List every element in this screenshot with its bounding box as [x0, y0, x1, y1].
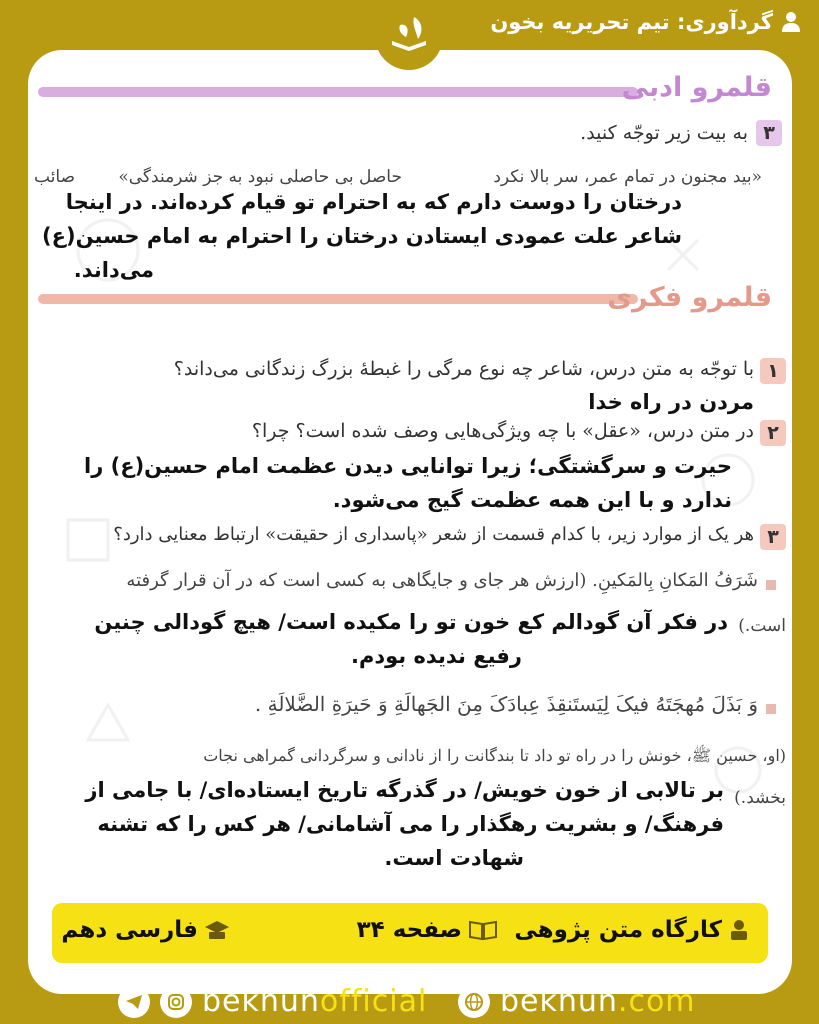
handle-suffix: official: [319, 984, 428, 1019]
footer-workshop-text: کارگاه متن پژوهی: [514, 917, 722, 943]
intellectual-a1: مردن در راه خدا: [588, 390, 754, 414]
literary-answer-line-2: شاعر علت عمودی ایستادن درختان را احترام به امام حسین(ع): [42, 224, 682, 248]
literary-question-badge: ۳: [756, 120, 782, 146]
footer-page: [357, 917, 498, 943]
book-icon: [468, 919, 498, 941]
item-2-answer-line-3: شهادت است.: [384, 846, 524, 870]
item-1-answer-line-1: در فکر آن گودالم کع خون تو را مکیده است/ هیچ گودالی چنین: [94, 610, 728, 634]
item-1-bullet: [766, 580, 776, 590]
site-suffix: .com: [617, 984, 696, 1019]
item-1-answer-line-2: رفیع ندیده بودم.: [350, 644, 522, 668]
item-1-end: است.): [738, 616, 786, 636]
footer-book: [61, 917, 230, 943]
site-prefix: bekhun: [500, 984, 618, 1019]
intellectual-divider: [38, 294, 638, 304]
footer-page-text: صفحه ۳۴: [356, 917, 462, 943]
literary-answer-line-3: می‌داند.: [73, 258, 154, 282]
footer-workshop: [514, 917, 750, 943]
intellectual-q1-badge: ۱: [760, 358, 786, 384]
intellectual-a2-line-1: حیرت و سرگشتگی؛ زیرا توانایی دیدن عظمت امام حسین(ع) را: [84, 454, 732, 478]
item-2-arabic: وَ بَذَلَ مُهجَتَهُ فیکَ لِیَستَنقِذَ عِبادَکَ مِنَ الجَهالَةِ وَ حَیرَةِ الضَّلالَةِ .: [254, 692, 758, 716]
logo-book-icon: [384, 11, 434, 61]
intellectual-q3: هر یک از موارد زیر، با کدام قسمت از شعر «پاسداری از حقیقت» ارتباط معنایی دارد؟: [113, 524, 754, 545]
item-2-answer-line-2: فرهنگ/ و بشریت رهگذار را می آشامانی/ هر کس را که تشنه: [97, 812, 724, 836]
graduation-cap-icon: [204, 919, 230, 941]
item-1-arabic: شَرَفُ المَکانِ بِالمَکینِ. (ارزش هر جای و جایگاهی به کسی است که در آن قرار گرفته: [126, 570, 758, 591]
verse-poet: صائب: [34, 167, 76, 187]
website-link[interactable]: [458, 984, 696, 1019]
literary-divider: [38, 87, 638, 97]
compiler-text: گردآوری: تیم تحریریه بخون: [490, 10, 773, 34]
item-2-translation: (او، حسین ﷺ، خونش را در راه تو داد تا بندگانت را از نادانی و سرگردانی گمراهی نجات: [203, 746, 786, 765]
user-icon: [781, 11, 801, 33]
intellectual-q1: با توجّه به متن درس، شاعر چه نوع مرگی را غبطهٔ بزرگ زندگانی می‌داند؟: [173, 358, 754, 380]
social-handle[interactable]: [118, 984, 427, 1019]
globe-icon: [458, 986, 490, 1018]
item-2-answer-line-1: بر تالابی از خون خویش/ در گذرگه تاریخ ایستاده‌ای/ با جامی از: [85, 778, 724, 802]
footer-book-text: فارسی دهم: [61, 917, 198, 943]
handle-prefix: bekhun: [202, 984, 320, 1019]
literary-question: به بیت زیر توجّه کنید.: [580, 122, 748, 144]
intellectual-a2-line-2: ندارد و با این همه عظمت گیج می‌شود.: [332, 488, 732, 512]
verse-part-1: «بید مجنون در تمام عمر، سر بالا نکرد: [493, 167, 762, 187]
compiler-credit: [490, 10, 801, 34]
teacher-icon: [728, 919, 750, 941]
item-2-bullet: [766, 704, 776, 714]
bekhun-logo: [375, 2, 443, 70]
intellectual-q3-badge: ۳: [760, 524, 786, 550]
literary-title: قلمرو ادبی: [621, 72, 772, 103]
literary-answer-line-1: درختان را دوست دارم که به احترام تو قیام کرده‌اند. در اینجا: [65, 190, 682, 214]
telegram-icon[interactable]: [118, 986, 150, 1018]
intellectual-q2-badge: ۲: [760, 420, 786, 446]
verse-part-2: حاصل بی حاصلی نبود به جز شرمندگی»: [118, 167, 402, 187]
content-card: [28, 50, 792, 994]
instagram-icon[interactable]: [160, 986, 192, 1018]
footer-info-box: [52, 903, 768, 963]
intellectual-q2: در متن درس، «عقل» با چه ویژگی‌هایی وصف شده است؟ چرا؟: [251, 420, 754, 442]
social-bar: [0, 978, 819, 1024]
item-2-end: بخشد.): [734, 788, 786, 808]
intellectual-title: قلمرو فکری: [607, 282, 772, 313]
